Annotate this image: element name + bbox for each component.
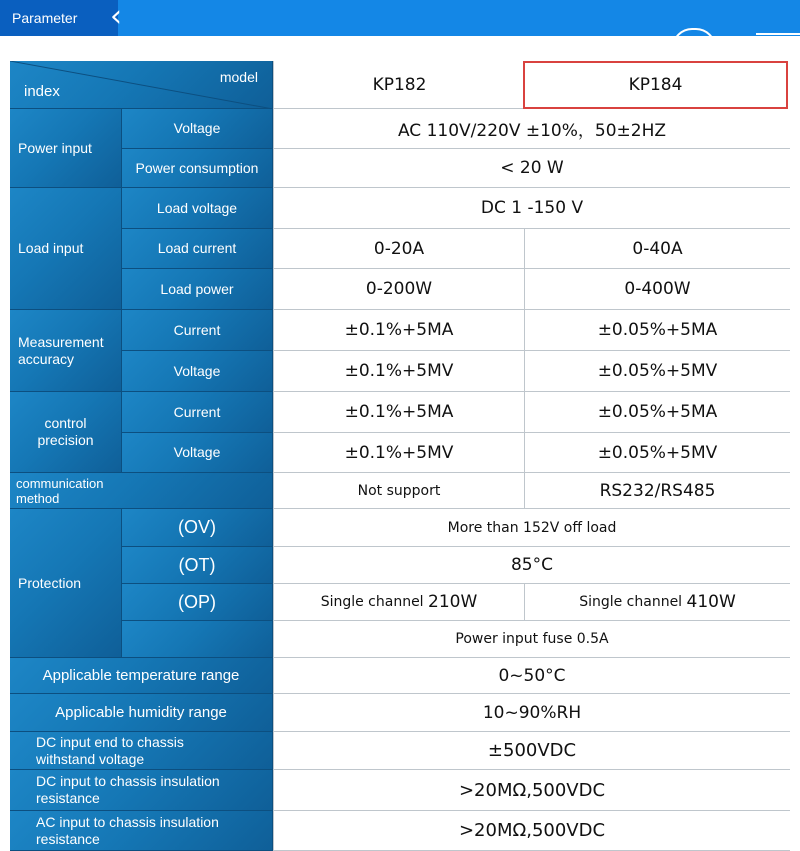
decorative-line: [756, 33, 800, 35]
dc-withstand-line2: withstand voltage: [36, 750, 145, 767]
dc-insulation-line1: DC input to chassis insulation: [36, 773, 220, 789]
dc-withstand-value: ±500VDC: [273, 732, 790, 770]
model-kp184: KP184: [523, 61, 788, 109]
measurement-voltage-kp184: ±0.05%+5MV: [524, 351, 790, 392]
op-kp184-value: 410W: [686, 592, 736, 612]
load-input-group: Load input: [10, 188, 122, 310]
ac-insulation-label: [10, 811, 273, 851]
humidity-value: 10~90%RH: [273, 694, 790, 732]
power-voltage-value: AC 110V/220V ±10%，50±2HZ: [273, 109, 790, 149]
communication-label-line1: communication: [16, 475, 104, 491]
load-current-kp182: 0-20A: [273, 229, 524, 269]
power-consumption-label: Power consumption: [122, 149, 273, 188]
ac-insulation-line2: resistance: [36, 830, 100, 847]
load-power-kp184: 0-400W: [524, 269, 790, 310]
control-current-label: Current: [122, 392, 273, 433]
decorative-arc: [672, 28, 716, 36]
load-current-kp184: 0-40A: [524, 229, 790, 269]
protection-op-kp184: [524, 584, 790, 621]
temperature-label: Applicable temperature range: [10, 658, 273, 694]
control-group: [10, 392, 122, 473]
measurement-current-kp182: ±0.1%+5MA: [273, 310, 524, 351]
control-voltage-kp184: ±0.05%+5MV: [524, 433, 790, 473]
header-bar: [0, 0, 800, 36]
measurement-group: [10, 310, 122, 392]
power-input-group: Power input: [10, 109, 122, 188]
communication-kp184: RS232/RS485: [524, 473, 790, 509]
dc-withstand-line1: DC input end to chassis: [36, 733, 184, 750]
protection-fuse-label: [122, 621, 273, 658]
protection-ot-label: (OT): [122, 547, 273, 584]
model-label: model: [219, 69, 258, 85]
communication-kp182: Not support: [273, 473, 524, 509]
control-voltage-kp182: ±0.1%+5MV: [273, 433, 524, 473]
communication-label-line2: method: [16, 490, 60, 506]
op-kp182-value: 210W: [428, 592, 478, 612]
dc-insulation-label: [10, 770, 273, 811]
control-current-kp182: ±0.1%+5MA: [273, 392, 524, 433]
load-current-label: Load current: [122, 229, 273, 269]
measurement-label-line2: accuracy: [18, 350, 75, 367]
control-current-kp184: ±0.05%+5MA: [524, 392, 790, 433]
control-label-line1: control: [44, 415, 87, 431]
index-label: index: [24, 83, 60, 100]
protection-op-kp182: [273, 584, 524, 621]
communication-label: [10, 473, 273, 509]
measurement-voltage-kp182: ±0.1%+5MV: [273, 351, 524, 392]
load-voltage-label: Load voltage: [122, 188, 273, 229]
control-label-line2: precision: [37, 432, 94, 448]
parameter-tab[interactable]: Parameter: [0, 0, 118, 36]
op-kp182-prefix: Single channel: [320, 594, 429, 610]
power-voltage-label: Voltage: [122, 109, 273, 149]
model-kp182: KP182: [273, 61, 525, 109]
measurement-current-label: Current: [122, 310, 273, 351]
load-power-kp182: 0-200W: [273, 269, 524, 310]
temperature-value: 0~50°C: [273, 658, 790, 694]
control-voltage-label: Voltage: [122, 433, 273, 473]
measurement-current-kp184: ±0.05%+5MA: [524, 310, 790, 351]
dc-withstand-label: [10, 732, 273, 770]
protection-group: Protection: [10, 509, 122, 658]
protection-ov-label: (OV): [122, 509, 273, 547]
load-voltage-value: DC 1 -150 V: [273, 188, 790, 229]
corner-header: [10, 61, 273, 109]
protection-ov-value: More than 152V off load: [273, 509, 790, 547]
dc-insulation-line2: resistance: [36, 790, 100, 806]
humidity-label: Applicable humidity range: [10, 694, 273, 732]
ac-insulation-line1: AC input to chassis insulation: [36, 813, 219, 830]
ac-insulation-value: >20MΩ,500VDC: [273, 811, 790, 851]
protection-fuse-value: Power input fuse 0.5A: [273, 621, 790, 658]
power-consumption-value: < 20 W: [273, 149, 790, 188]
chevron-left-icon: ‹: [110, 0, 122, 34]
protection-ot-value: 85°C: [273, 547, 790, 584]
dc-insulation-value: >20MΩ,500VDC: [273, 770, 790, 811]
measurement-voltage-label: Voltage: [122, 351, 273, 392]
parameter-table: [10, 61, 790, 851]
op-kp184-prefix: Single channel: [579, 594, 687, 610]
load-power-label: Load power: [122, 269, 273, 310]
measurement-label-line1: Measurement: [18, 333, 104, 350]
protection-op-label: (OP): [122, 584, 273, 621]
